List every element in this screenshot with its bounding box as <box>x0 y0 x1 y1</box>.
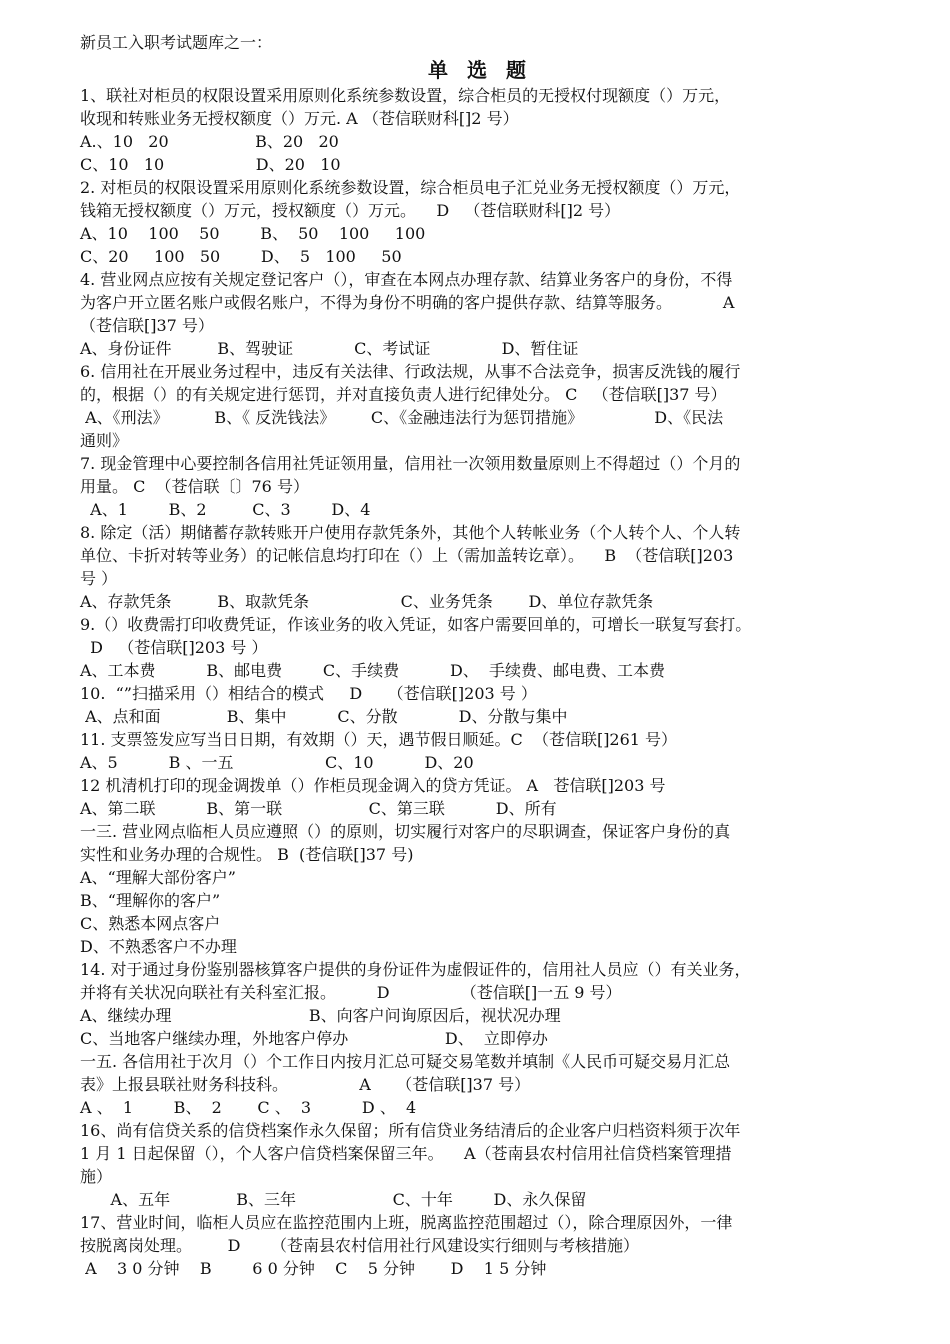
text-line: 用量。 C （苍信联〔〕76 号） <box>80 477 309 496</box>
text-line: A 3 0 分钟 B 6 0 分钟 C 5 分钟 D 1 5 分钟 <box>80 1259 547 1278</box>
text-line: A、继续办理 B、向客户问询原因后，视状况办理 <box>80 1006 561 1025</box>
text-line: 一三. 营业网点临柜人员应遵照（）的原则，切实履行对客户的尽职调查，保证客户身份的真 <box>80 822 731 841</box>
document-header: 新员工入职考试题库之一： <box>80 33 273 52</box>
text-line: B、“理解你的客户” <box>80 891 221 910</box>
text-line: 表》上报县联社财务科技科。 A （苍信联[]37 号） <box>80 1075 531 1094</box>
text-line: A、点和面 B、集中 C、分散 D、分散与集中 <box>80 707 568 726</box>
text-line: A.、10 20 B、20 20 <box>80 132 339 151</box>
text-line: 1 月 1 日起保留（），个人客户信贷档案保留三年。 A（苍南县农村信用社信贷档案管理措 <box>80 1144 732 1163</box>
document-title: 单 选 题 <box>428 58 532 82</box>
text-line: 钱箱无授权额度（）万元，授权额度（）万元。 D （苍信联财科[]2 号） <box>80 201 621 220</box>
text-line: 一五. 各信用社于次月（）个工作日内按月汇总可疑交易笔数并填制《人民币可疑交易月汇总 <box>80 1052 731 1071</box>
text-line: 14. 对于通过身份鉴别器核算客户提供的身份证件为虚假证件的，信用社人员应（）有关业务， <box>80 960 751 979</box>
text-line: A、第二联 B、第一联 C、第三联 D、所有 <box>80 799 557 818</box>
text-line: D、不熟悉客户不办理 <box>80 937 237 956</box>
text-line: 施） <box>80 1167 113 1186</box>
text-line: A、身份证件 B、驾驶证 C、考试证 D、暂住证 <box>80 339 579 358</box>
text-line: A、工本费 B、邮电费 C、手续费 D、 手续费、邮电费、工本费 <box>80 661 665 680</box>
text-line: A、“理解大部份客户” <box>80 868 236 887</box>
text-line: A、10 100 50 B、 50 100 100 <box>80 224 426 243</box>
text-line: A、5 B 、一五 C、10 D、20 <box>80 753 474 772</box>
text-line: （苍信联[]37 号） <box>80 316 214 335</box>
text-line: A、五年 B、三年 C、十年 D、永久保留 <box>80 1190 587 1209</box>
text-line: 8. 除定（活）期储蓄存款转账开户使用存款凭条外，其他个人转帐业务（个人转个人、个人转 <box>80 523 741 542</box>
text-line: 单位、卡折对转等业务）的记帐信息均打印在（）上（需加盖转讫章）。 B （苍信联[]203 <box>80 546 734 565</box>
text-line: 6. 信用社在开展业务过程中，违反有关法律、行政法规，从事不合法竞争，损害反洗钱的履行 <box>80 362 741 381</box>
text-line: 2. 对柜员的权限设置采用原则化系统参数设置，综合柜员电子汇兑业务无授权额度（）万元， <box>80 178 741 197</box>
text-line: 16、尚有信贷关系的信贷档案作永久保留；所有信贷业务结清后的企业客户归档资料须于次年 <box>80 1121 741 1140</box>
text-line: 7. 现金管理中心要控制各信用社凭证领用量，信用社一次领用数量原则上不得超过（）个月的 <box>80 454 741 473</box>
text-line: 按脱离岗处理。 D （苍南县农村信用社行风建设实行细则与考核措施） <box>80 1236 639 1255</box>
text-line: 并将有关状况向联社有关科室汇报。 D （苍信联[]一五 9 号） <box>80 983 622 1002</box>
text-line: A、《刑法》 B、《 反洗钱法》 C、《金融违法行为惩罚措施》 D、《民法 <box>80 408 724 427</box>
text-line: 为客户开立匿名账户或假名账户，不得为身份不明确的客户提供存款、结算等服务。 A <box>80 293 735 312</box>
text-line: 17、营业时间，临柜人员应在监控范围内上班，脱离监控范围超过（），除合理原因外，一律 <box>80 1213 733 1232</box>
text-line: A、存款凭条 B、取款凭条 C、业务凭条 D、单位存款凭条 <box>80 592 654 611</box>
text-line: C、20 100 50 D、 5 100 50 <box>80 247 402 266</box>
text-line: C、10 10 D、20 10 <box>80 155 341 174</box>
text-line: A 、 1 B、 2 C 、 3 D 、 4 <box>80 1098 417 1117</box>
text-line: 12 机清机打印的现金调拨单（）作柜员现金调入的贷方凭证。 A 苍信联[]203 号 <box>80 776 666 795</box>
text-line: A、1 B、2 C、3 D、4 <box>80 500 371 519</box>
text-line: 通则》 <box>80 431 129 450</box>
text-line: 11. 支票签发应写当日日期，有效期（）天，遇节假日顺延。C （苍信联[]261 号） <box>80 730 678 749</box>
text-line: 收现和转账业务无授权额度（）万元. A （苍信联财科[]2 号） <box>80 109 519 128</box>
text-line: 1、联社对柜员的权限设置采用原则化系统参数设置，综合柜员的无授权付现额度（）万元， <box>80 86 731 105</box>
text-line: 号 ） <box>80 569 118 588</box>
text-line: 9.（）收费需打印收费凭证，作该业务的收入凭证，如客户需要回单的，可增长一联复写套打。 <box>80 615 752 634</box>
text-line: 4. 营业网点应按有关规定登记客户（），审查在本网点办理存款、结算业务客户的身份，不得 <box>80 270 733 289</box>
document-page <box>80 32 880 1280</box>
question-list <box>80 84 880 1280</box>
text-line: C、当地客户继续办理，外地客户停办 D、 立即停办 <box>80 1029 548 1048</box>
text-line: 10. “”扫描采用（）相结合的模式 D （苍信联[]203 号 ） <box>80 684 537 703</box>
text-line: 的，根据（）的有关规定进行惩罚，并对直接负责人进行纪律处分。 C （苍信联[]37 号） <box>80 385 727 404</box>
text-line: C、熟悉本网点客户 <box>80 914 221 933</box>
text-line: D （苍信联[]203 号 ） <box>80 638 268 657</box>
text-line: 实性和业务办理的合规性。 B (苍信联[]37 号) <box>80 845 414 864</box>
